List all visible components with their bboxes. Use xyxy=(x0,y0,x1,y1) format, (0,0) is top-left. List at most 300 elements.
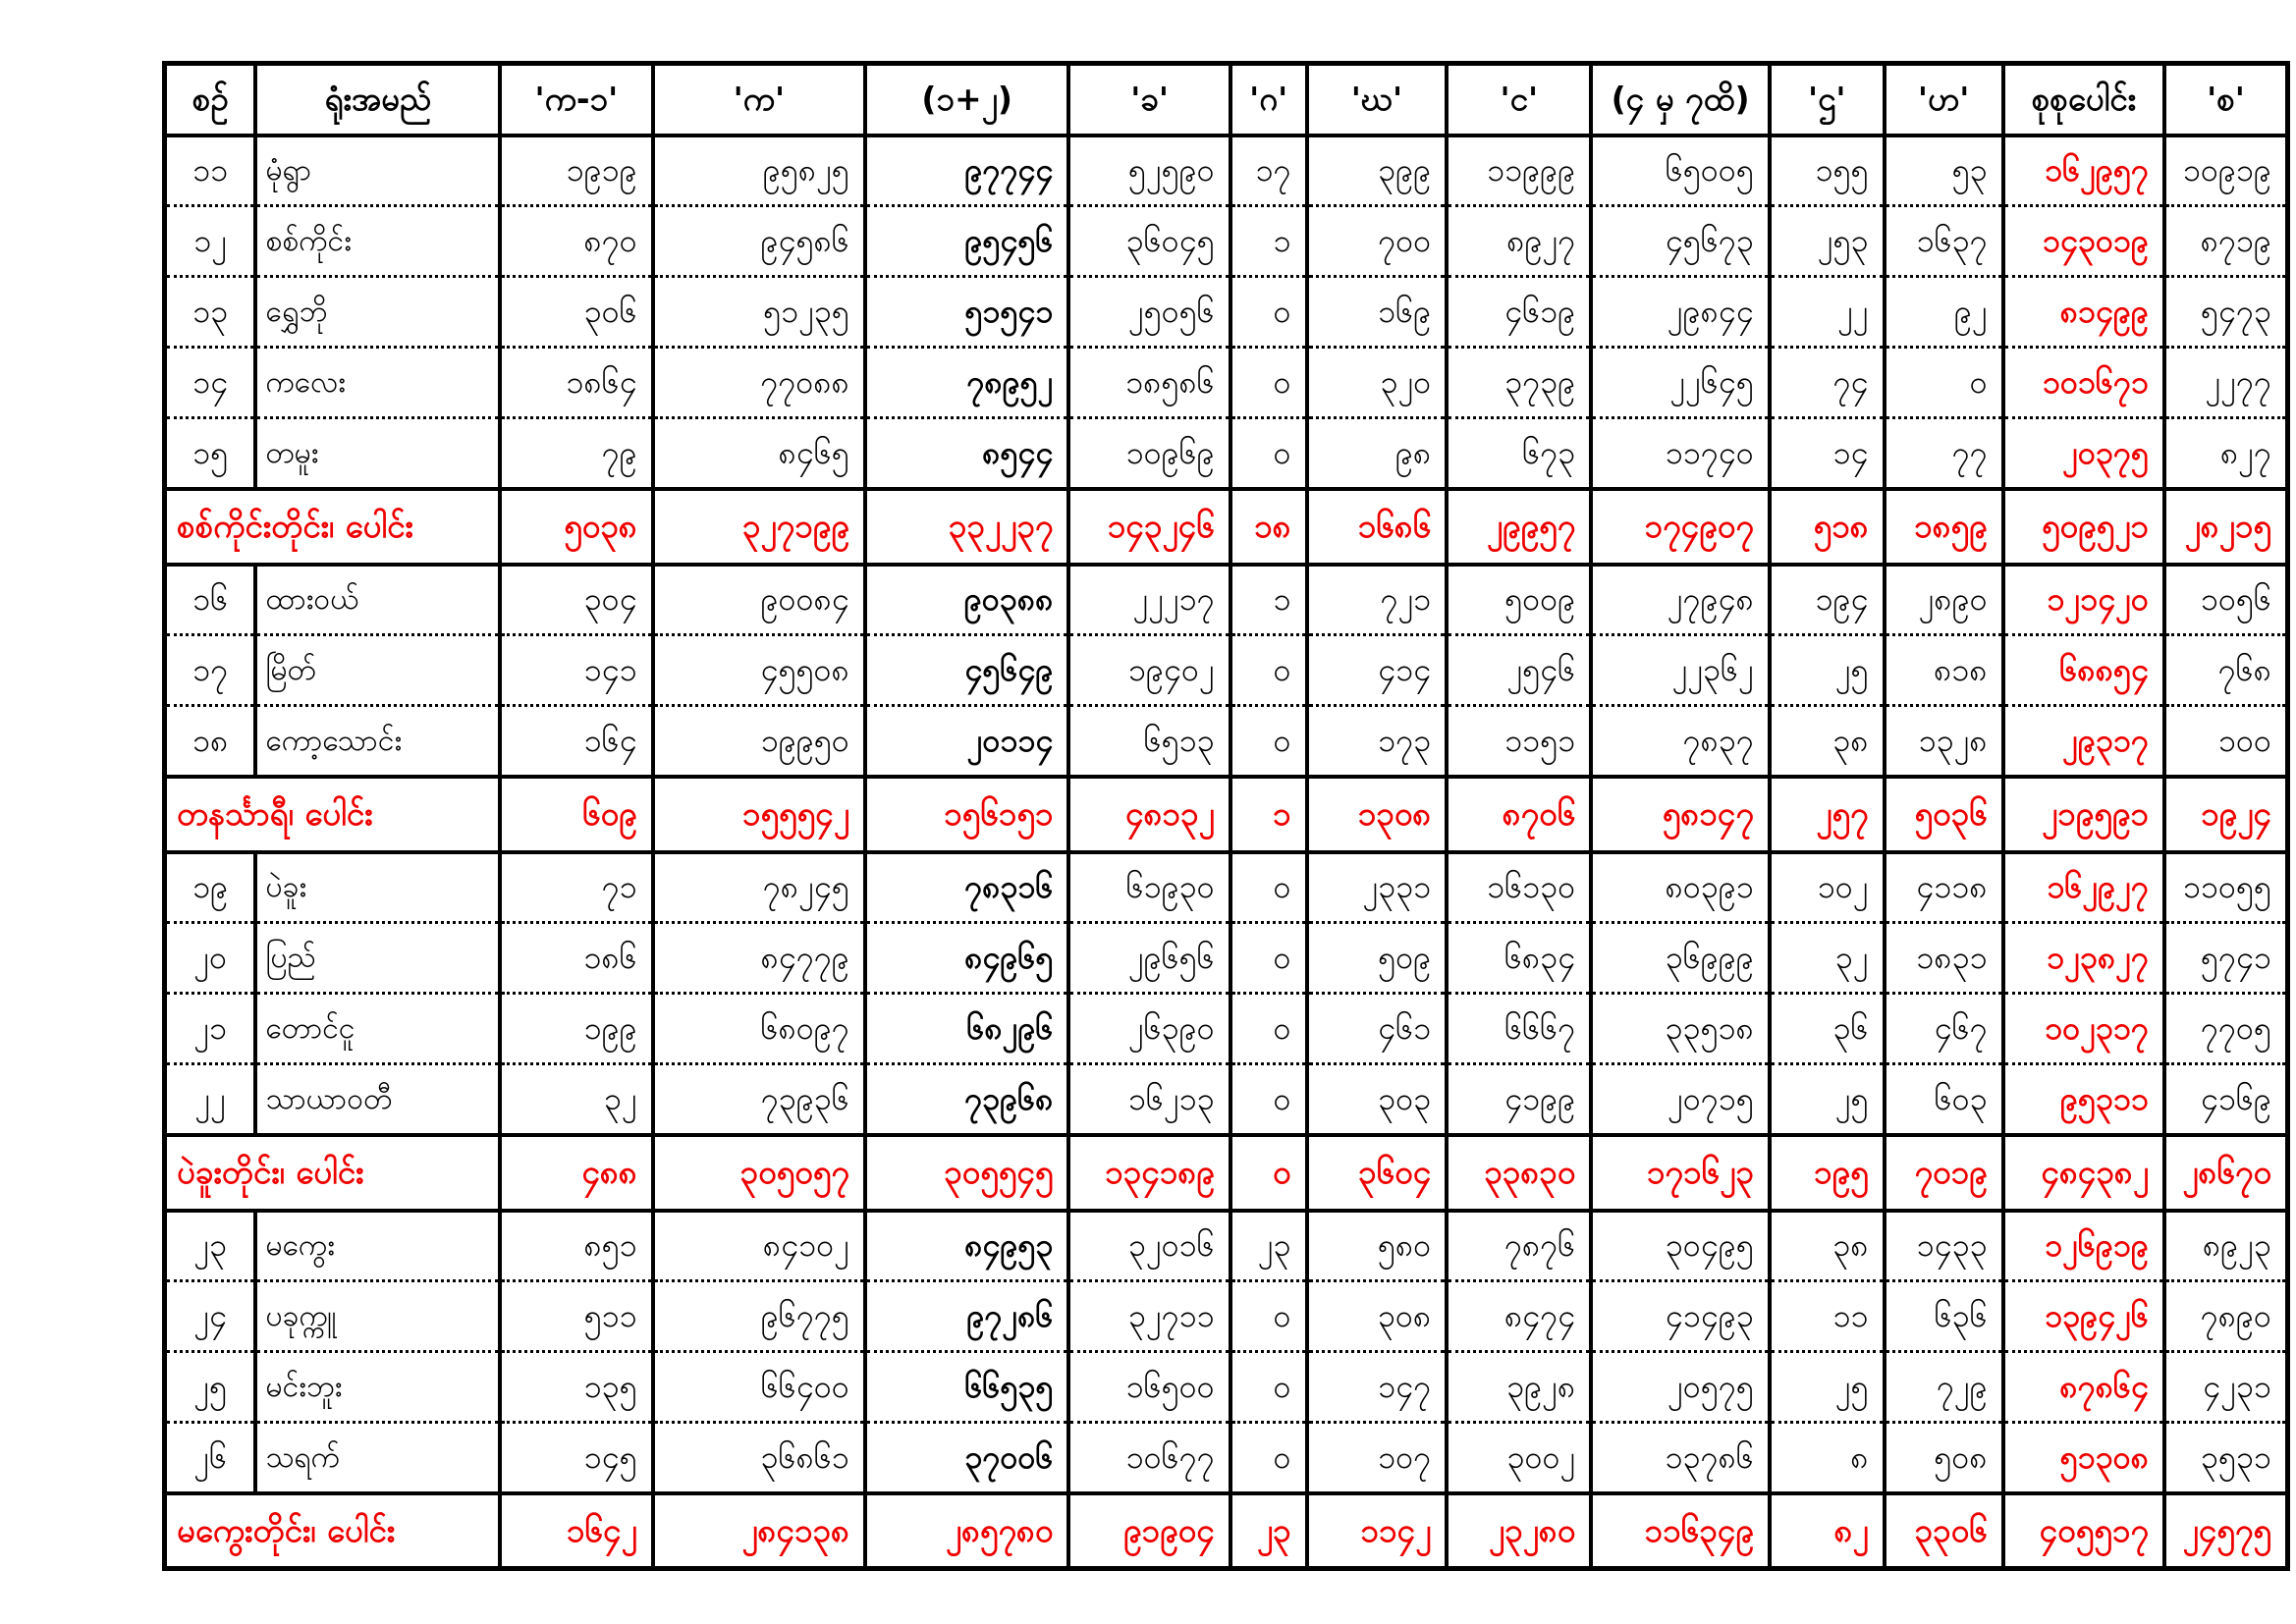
group-total-value: ၃၃၂၂၃၇ xyxy=(865,489,1069,565)
value-cell: ၁၅၅ xyxy=(1770,135,1885,206)
group-total-value: ၇၀၁၉ xyxy=(1885,1135,2003,1211)
value-cell: ၇၈၉၅၂ xyxy=(865,348,1069,418)
group-total-value: ၁၅၆၁၅၁ xyxy=(865,777,1069,852)
value-cell: ၈၄၇၇၉ xyxy=(653,923,865,994)
value-cell: ၅၈၀ xyxy=(1307,1211,1448,1281)
column-header: စုစုပေါင်း xyxy=(2003,64,2164,135)
grand-total-cell: ၉၅၃၁၁ xyxy=(2003,1064,2164,1135)
value-cell: ၃၃၅၁၈ xyxy=(1591,994,1770,1064)
value-cell: ၇၂၁ xyxy=(1307,565,1448,635)
value-cell: ၀ xyxy=(1230,1423,1307,1493)
group-total-value: ၂၃ xyxy=(1230,1493,1307,1569)
grand-total-cell: ၁၄၃၀၁၉ xyxy=(2003,206,2164,277)
value-cell: ၁၄၇ xyxy=(1307,1352,1448,1423)
value-cell: ၂၂၇၇ xyxy=(2164,348,2288,418)
column-header: 'က-၁' xyxy=(500,64,653,135)
value-cell: ၆၈၂၉၆ xyxy=(865,994,1069,1064)
office-name-cell: ပြည် xyxy=(255,923,500,994)
value-cell: ၁၆၅၀၀ xyxy=(1068,1352,1230,1423)
table-row xyxy=(165,923,2288,994)
value-cell: ၁၈၃၁ xyxy=(1885,923,2003,994)
value-cell: ၁၆၁၃၀ xyxy=(1447,852,1591,923)
value-cell: ၁၉၄၀၂ xyxy=(1068,635,1230,706)
group-total-label: မကွေးတိုင်း၊ ပေါင်း xyxy=(165,1493,501,1569)
value-cell: ၃၂၀၁၆ xyxy=(1068,1211,1230,1281)
value-cell: ၁၄ xyxy=(1770,418,1885,489)
value-cell: ၁၆၃၇ xyxy=(1885,206,2003,277)
value-cell: ၂၅ xyxy=(1770,1064,1885,1135)
value-cell: ၃၀၆ xyxy=(500,277,653,348)
value-cell: ၈၄၁၀၂ xyxy=(653,1211,865,1281)
office-name-cell: သရက် xyxy=(255,1423,500,1493)
value-cell: ၄၁၄ xyxy=(1307,635,1448,706)
value-cell: ၄၁၁၈ xyxy=(1885,852,2003,923)
office-name-cell: မြိတ် xyxy=(255,635,500,706)
value-cell: ၀ xyxy=(1230,1281,1307,1352)
value-cell: ၆၁၉၃၀ xyxy=(1068,852,1230,923)
value-cell: ၄၁၄၉၃ xyxy=(1591,1281,1770,1352)
value-cell: ၁၄၅ xyxy=(500,1423,653,1493)
value-cell: ၇၇၀၅ xyxy=(2164,994,2288,1064)
group-total-label: ပဲခူးတိုင်း၊ ပေါင်း xyxy=(165,1135,501,1211)
value-cell: ၂၂ xyxy=(1770,277,1885,348)
group-total-value: ၁၄၃၂၄၆ xyxy=(1068,489,1230,565)
value-cell: ၇၃၉၆၈ xyxy=(865,1064,1069,1135)
value-cell: ၅၃ xyxy=(1885,135,2003,206)
table-row xyxy=(165,135,2288,206)
office-name-cell: ရွှေဘို xyxy=(255,277,500,348)
group-total-value: ၅၀၉၅၂၁ xyxy=(2003,489,2164,565)
value-cell: ၆၈၀၉၇ xyxy=(653,994,865,1064)
value-cell: ၇၈၃၁၆ xyxy=(865,852,1069,923)
value-cell: ၇၈၃၇ xyxy=(1591,706,1770,777)
value-cell: ၆၅၁၃ xyxy=(1068,706,1230,777)
region-group xyxy=(165,565,2288,852)
grand-total-cell: ၁၆၂၉၂၇ xyxy=(2003,852,2164,923)
table-row xyxy=(165,994,2288,1064)
column-header: 'င' xyxy=(1447,64,1591,135)
column-header: 'က' xyxy=(653,64,865,135)
value-cell: ၁၁၀၅၅ xyxy=(2164,852,2288,923)
table-row xyxy=(165,418,2288,489)
value-cell: ၇၃၉၃၆ xyxy=(653,1064,865,1135)
value-cell: ၈၉၂၇ xyxy=(1447,206,1591,277)
value-cell: ၁၃၅ xyxy=(500,1352,653,1423)
value-cell: ၁၁ xyxy=(1770,1281,1885,1352)
value-cell: ၃၀၈ xyxy=(1307,1281,1448,1352)
office-name-cell: ကော့သောင်း xyxy=(255,706,500,777)
group-total-value: ၁၈ xyxy=(1230,489,1307,565)
group-total-value: ၄၀၅၅၁၇ xyxy=(2003,1493,2164,1569)
value-cell: ၅၇၄၁ xyxy=(2164,923,2288,994)
table-row xyxy=(165,1423,2288,1493)
value-cell: ၄၁၉၉ xyxy=(1447,1064,1591,1135)
group-total-value: ၂၅၇ xyxy=(1770,777,1885,852)
value-cell: ၂၀၁၁၄ xyxy=(865,706,1069,777)
value-cell: ၃၉၉ xyxy=(1307,135,1448,206)
table-row xyxy=(165,852,2288,923)
value-cell: ၄၆၇ xyxy=(1885,994,2003,1064)
value-cell: ၆၈၃၄ xyxy=(1447,923,1591,994)
office-name-cell: ပဲခူး xyxy=(255,852,500,923)
value-cell: ၃၉၂၈ xyxy=(1447,1352,1591,1423)
group-total-value: ၁၁၄၂ xyxy=(1307,1493,1448,1569)
value-cell: ၁၆၄ xyxy=(500,706,653,777)
value-cell: ၉၅၄၅၆ xyxy=(865,206,1069,277)
value-cell: ၁၃၇၈၆ xyxy=(1591,1423,1770,1493)
group-total-label: စစ်ကိုင်းတိုင်း၊ ပေါင်း xyxy=(165,489,501,565)
value-cell: ၃၇၀၀၆ xyxy=(865,1423,1069,1493)
value-cell: ၀ xyxy=(1230,348,1307,418)
value-cell: ၁၀၅၆ xyxy=(2164,565,2288,635)
value-cell: ၃၀၀၂ xyxy=(1447,1423,1591,1493)
group-total-value: ၄၈၄၃၈၂ xyxy=(2003,1135,2164,1211)
value-cell: ၁၀၂ xyxy=(1770,852,1885,923)
serial-cell: ၁၆ xyxy=(165,565,256,635)
value-cell: ၁၁၇၄၀ xyxy=(1591,418,1770,489)
serial-cell: ၂၆ xyxy=(165,1423,256,1493)
value-cell: ၁၉၄ xyxy=(1770,565,1885,635)
column-header: 'ဟ' xyxy=(1885,64,2003,135)
group-total-value: ၀ xyxy=(1230,1135,1307,1211)
value-cell: ၀ xyxy=(1230,852,1307,923)
office-name-cell: တမူး xyxy=(255,418,500,489)
value-cell: ၄၅၅၀၈ xyxy=(653,635,865,706)
office-name-cell: ပခုက္ကူ xyxy=(255,1281,500,1352)
group-total-value: ၃၆၀၄ xyxy=(1307,1135,1448,1211)
group-total-value: ၅၀၃၈ xyxy=(500,489,653,565)
value-cell: ၄၅၆၄၉ xyxy=(865,635,1069,706)
group-total-value: ၃၃၈၃၀ xyxy=(1447,1135,1591,1211)
value-cell: ၅၂၅၉၀ xyxy=(1068,135,1230,206)
value-cell: ၁ xyxy=(1230,206,1307,277)
value-cell: ၁၉၁၉ xyxy=(500,135,653,206)
value-cell: ၁ xyxy=(1230,565,1307,635)
value-cell: ၂၉၆၅၆ xyxy=(1068,923,1230,994)
value-cell: ၇၈၇၆ xyxy=(1447,1211,1591,1281)
office-name-cell: ထားဝယ် xyxy=(255,565,500,635)
group-total-value: ၃၃၀၆ xyxy=(1885,1493,2003,1569)
group-total-value: ၈၂ xyxy=(1770,1493,1885,1569)
value-cell: ၃၂ xyxy=(1770,923,1885,994)
group-total-row xyxy=(165,1135,2288,1211)
column-header: 'ဃ' xyxy=(1307,64,1448,135)
value-cell: ၉၀၃၈၈ xyxy=(865,565,1069,635)
value-cell: ၈၇၁၉ xyxy=(2164,206,2288,277)
column-header: (၁+၂) xyxy=(865,64,1069,135)
table-row xyxy=(165,277,2288,348)
office-name-cell: မုံရွာ xyxy=(255,135,500,206)
value-cell: ၃၆ xyxy=(1770,994,1885,1064)
value-cell: ၆၀၃ xyxy=(1885,1064,2003,1135)
value-cell: ၇၀၀ xyxy=(1307,206,1448,277)
value-cell: ၅၁၅၄၁ xyxy=(865,277,1069,348)
office-name-cell: မင်းဘူး xyxy=(255,1352,500,1423)
value-cell: ၀ xyxy=(1230,1352,1307,1423)
office-name-cell: စစ်ကိုင်း xyxy=(255,206,500,277)
grand-total-cell: ၁၂၆၉၁၉ xyxy=(2003,1211,2164,1281)
group-total-value: ၁ xyxy=(1230,777,1307,852)
column-header: 'ဌ' xyxy=(1770,64,1885,135)
value-cell: ၅၀၉ xyxy=(1307,923,1448,994)
value-cell: ၃၂ xyxy=(500,1064,653,1135)
group-total-value: ၃၂၇၁၉၉ xyxy=(653,489,865,565)
value-cell: ၇၇ xyxy=(1885,418,2003,489)
value-cell: ၄၆၁ xyxy=(1307,994,1448,1064)
group-total-value: ၂၈၆၇၀ xyxy=(2164,1135,2288,1211)
grand-total-cell: ၁၂၃၈၂၇ xyxy=(2003,923,2164,994)
value-cell: ၂၅၄၆ xyxy=(1447,635,1591,706)
region-group xyxy=(165,1211,2288,1569)
group-total-value: ၁၆၄၂ xyxy=(500,1493,653,1569)
value-cell: ၂၃၃၁ xyxy=(1307,852,1448,923)
group-total-value: ၂၄၅၇၅ xyxy=(2164,1493,2288,1569)
group-total-row xyxy=(165,489,2288,565)
value-cell: ၁၄၁ xyxy=(500,635,653,706)
serial-cell: ၁၉ xyxy=(165,852,256,923)
value-cell: ၃၀၄ xyxy=(500,565,653,635)
value-cell: ၆၆၆၇ xyxy=(1447,994,1591,1064)
value-cell: ၁၆၉ xyxy=(1307,277,1448,348)
value-cell: ၈၂၇ xyxy=(2164,418,2288,489)
value-cell: ၁၀၇ xyxy=(1307,1423,1448,1493)
group-total-value: ၈၇၀၆ xyxy=(1447,777,1591,852)
value-cell: ၇၇၀၈၈ xyxy=(653,348,865,418)
value-cell: ၉၇၂၈၆ xyxy=(865,1281,1069,1352)
value-cell: ၇၉ xyxy=(500,418,653,489)
value-cell: ၂၉၈၄၄ xyxy=(1591,277,1770,348)
group-total-value: ၂၈၄၁၃၈ xyxy=(653,1493,865,1569)
group-total-value: ၂၃၂၈၀ xyxy=(1447,1493,1591,1569)
group-total-value: ၅၈၁၄၇ xyxy=(1591,777,1770,852)
value-cell: ၂၅ xyxy=(1770,1352,1885,1423)
serial-cell: ၂၀ xyxy=(165,923,256,994)
serial-cell: ၂၃ xyxy=(165,1211,256,1281)
serial-cell: ၂၁ xyxy=(165,994,256,1064)
header-row xyxy=(165,64,2288,135)
value-cell: ၂၆၃၉၀ xyxy=(1068,994,1230,1064)
grand-total-cell: ၆၈၈၅၄ xyxy=(2003,635,2164,706)
value-cell: ၅၀၀၉ xyxy=(1447,565,1591,635)
value-cell: ၃၇၃၉ xyxy=(1447,348,1591,418)
group-total-value: ၅၁၈ xyxy=(1770,489,1885,565)
value-cell: ၇၈၂၄၅ xyxy=(653,852,865,923)
region-group xyxy=(165,852,2288,1211)
value-cell: ၀ xyxy=(1230,706,1307,777)
value-cell: ၆၆၄၀၀ xyxy=(653,1352,865,1423)
value-cell: ၁၉၉ xyxy=(500,994,653,1064)
value-cell: ၂၂၃၆၂ xyxy=(1591,635,1770,706)
grand-total-cell: ၁၀၂၃၁၇ xyxy=(2003,994,2164,1064)
group-total-value: ၁၆၈၆ xyxy=(1307,489,1448,565)
value-cell: ၃၆၉၉၉ xyxy=(1591,923,1770,994)
table-header xyxy=(165,64,2288,135)
value-cell: ၅၄၇၃ xyxy=(2164,277,2288,348)
column-header: ရုံးအမည် xyxy=(255,64,500,135)
table-row xyxy=(165,635,2288,706)
grand-total-cell: ၅၁၃၀၈ xyxy=(2003,1423,2164,1493)
value-cell: ၁၈၅၈၆ xyxy=(1068,348,1230,418)
value-cell: ၄၁၆၉ xyxy=(2164,1064,2288,1135)
group-total-value: ၁၃၄၁၈၉ xyxy=(1068,1135,1230,1211)
value-cell: ၀ xyxy=(1230,635,1307,706)
value-cell: ၉၆၇၇၅ xyxy=(653,1281,865,1352)
value-cell: ၀ xyxy=(1885,348,2003,418)
value-cell: ၆၃၆ xyxy=(1885,1281,2003,1352)
column-header: (၄ မှ ၇ထိ) xyxy=(1591,64,1770,135)
serial-cell: ၁၂ xyxy=(165,206,256,277)
value-cell: ၂၇၉၄၈ xyxy=(1591,565,1770,635)
value-cell: ၉၂ xyxy=(1885,277,2003,348)
column-header: 'စ' xyxy=(2164,64,2288,135)
grand-total-cell: ၁၃၉၄၂၆ xyxy=(2003,1281,2164,1352)
table-row xyxy=(165,565,2288,635)
value-cell: ၇၆၈ xyxy=(2164,635,2288,706)
group-total-value: ၂၉၉၅၇ xyxy=(1447,489,1591,565)
serial-cell: ၁၄ xyxy=(165,348,256,418)
value-cell: ၃၅၃၁ xyxy=(2164,1423,2288,1493)
table-row xyxy=(165,1352,2288,1423)
value-cell: ၇၁ xyxy=(500,852,653,923)
value-cell: ၂၀၇၁၅ xyxy=(1591,1064,1770,1135)
serial-cell: ၁၈ xyxy=(165,706,256,777)
value-cell: ၂၅၀၅၆ xyxy=(1068,277,1230,348)
group-total-value: ၄၈၈ xyxy=(500,1135,653,1211)
value-cell: ၆၆၅၃၅ xyxy=(865,1352,1069,1423)
group-total-value: ၂၈၂၁၅ xyxy=(2164,489,2288,565)
value-cell: ၇၄ xyxy=(1770,348,1885,418)
group-total-value: ၉၁၉၀၄ xyxy=(1068,1493,1230,1569)
value-cell: ၁၀၀ xyxy=(2164,706,2288,777)
value-cell: ၅၁၂၃၅ xyxy=(653,277,865,348)
value-cell: ၂၅၃ xyxy=(1770,206,1885,277)
value-cell: ၁၀၉၁၉ xyxy=(2164,135,2288,206)
grand-total-cell: ၈၁၄၉၉ xyxy=(2003,277,2164,348)
value-cell: ၀ xyxy=(1230,923,1307,994)
value-cell: ၂၂၂၁၇ xyxy=(1068,565,1230,635)
value-cell: ၁၃၂၈ xyxy=(1885,706,2003,777)
office-name-cell: မကွေး xyxy=(255,1211,500,1281)
group-total-value: ၆၀၉ xyxy=(500,777,653,852)
table-row xyxy=(165,1211,2288,1281)
group-total-value: ၁၇၁၆၂၃ xyxy=(1591,1135,1770,1211)
value-cell: ၄၂၃၁ xyxy=(2164,1352,2288,1423)
group-total-value: ၅၀၃၆ xyxy=(1885,777,2003,852)
grand-total-cell: ၁၂၁၄၂၀ xyxy=(2003,565,2164,635)
value-cell: ၁၄၃၃ xyxy=(1885,1211,2003,1281)
value-cell: ၁၀၉၆၉ xyxy=(1068,418,1230,489)
value-cell: ၉၅၈၂၅ xyxy=(653,135,865,206)
grand-total-cell: ၂၉၃၁၇ xyxy=(2003,706,2164,777)
value-cell: ၅၀၈ xyxy=(1885,1423,2003,1493)
value-cell: ၇၂၉ xyxy=(1885,1352,2003,1423)
value-cell: ၃၆၀၄၅ xyxy=(1068,206,1230,277)
value-cell: ၆၅၀၀၅ xyxy=(1591,135,1770,206)
column-header: 'ခ' xyxy=(1068,64,1230,135)
table-row xyxy=(165,348,2288,418)
value-cell: ၈ xyxy=(1770,1423,1885,1493)
group-total-value: ၃၀၅၀၅၇ xyxy=(653,1135,865,1211)
report-table-container xyxy=(162,61,2290,1571)
group-total-label: တနင်္သာရီ၊ ပေါင်း xyxy=(165,777,501,852)
group-total-value: ၁၉၂၄ xyxy=(2164,777,2288,852)
value-cell: ၁၆၂၁၃ xyxy=(1068,1064,1230,1135)
value-cell: ၂၀၅၇၅ xyxy=(1591,1352,1770,1423)
value-cell: ၉၇၇၄၄ xyxy=(865,135,1069,206)
value-cell: ၁၈၆၄ xyxy=(500,348,653,418)
value-cell: ၉၄၅၈၆ xyxy=(653,206,865,277)
group-total-value: ၁၅၅၅၄၂ xyxy=(653,777,865,852)
value-cell: ၁၈၆ xyxy=(500,923,653,994)
value-cell: ၈၄၉၆၅ xyxy=(865,923,1069,994)
value-cell: ၅၁၁ xyxy=(500,1281,653,1352)
regional-report-table xyxy=(162,61,2290,1571)
group-total-value: ၃၀၅၅၄၅ xyxy=(865,1135,1069,1211)
table-row xyxy=(165,1281,2288,1352)
value-cell: ၈၄၆၅ xyxy=(653,418,865,489)
grand-total-cell: ၂၀၃၇၅ xyxy=(2003,418,2164,489)
group-total-row xyxy=(165,777,2288,852)
group-total-value: ၂၈၅၇၈၀ xyxy=(865,1493,1069,1569)
value-cell: ၃၈ xyxy=(1770,1211,1885,1281)
value-cell: ၃၆၈၆၁ xyxy=(653,1423,865,1493)
grand-total-cell: ၈၇၈၆၄ xyxy=(2003,1352,2164,1423)
value-cell: ၀ xyxy=(1230,418,1307,489)
value-cell: ၂၂၆၄၅ xyxy=(1591,348,1770,418)
serial-cell: ၂၅ xyxy=(165,1352,256,1423)
serial-cell: ၁၁ xyxy=(165,135,256,206)
value-cell: ၁၁၅၁ xyxy=(1447,706,1591,777)
value-cell: ၃၂၀ xyxy=(1307,348,1448,418)
office-name-cell: တောင်ငူ xyxy=(255,994,500,1064)
group-total-value: ၁၉၅ xyxy=(1770,1135,1885,1211)
grand-total-cell: ၁၆၂၉၅၇ xyxy=(2003,135,2164,206)
value-cell: ၀ xyxy=(1230,1064,1307,1135)
group-total-row xyxy=(165,1493,2288,1569)
value-cell: ၈၀၃၉၁ xyxy=(1591,852,1770,923)
serial-cell: ၁၃ xyxy=(165,277,256,348)
value-cell: ၈၅၄၄ xyxy=(865,418,1069,489)
group-total-value: ၂၁၉၅၉၁ xyxy=(2003,777,2164,852)
value-cell: ၃၂၇၁၁ xyxy=(1068,1281,1230,1352)
value-cell: ၀ xyxy=(1230,277,1307,348)
value-cell: ၄၅၆၇၃ xyxy=(1591,206,1770,277)
table-row xyxy=(165,206,2288,277)
office-name-cell: ကလေး xyxy=(255,348,500,418)
value-cell: ၂၅ xyxy=(1770,635,1885,706)
value-cell: ၈၉၂၃ xyxy=(2164,1211,2288,1281)
value-cell: ၂၃ xyxy=(1230,1211,1307,1281)
group-total-value: ၁၇၄၉၀၇ xyxy=(1591,489,1770,565)
value-cell: ၈၄၉၅၃ xyxy=(865,1211,1069,1281)
group-total-value: ၁၁၆၃၄၉ xyxy=(1591,1493,1770,1569)
value-cell: ၂၈၉၀ xyxy=(1885,565,2003,635)
value-cell: ၄၆၁၉ xyxy=(1447,277,1591,348)
value-cell: ၁၁၉၉၉ xyxy=(1447,135,1591,206)
table-row xyxy=(165,1064,2288,1135)
value-cell: ၇၈၉၀ xyxy=(2164,1281,2288,1352)
region-group xyxy=(165,135,2288,565)
serial-cell: ၂၄ xyxy=(165,1281,256,1352)
grand-total-cell: ၁၀၁၆၇၁ xyxy=(2003,348,2164,418)
value-cell: ၁၇၃ xyxy=(1307,706,1448,777)
value-cell: ၉၈ xyxy=(1307,418,1448,489)
value-cell: ၃၈ xyxy=(1770,706,1885,777)
value-cell: ၁၇ xyxy=(1230,135,1307,206)
column-header: စဉ် xyxy=(165,64,256,135)
value-cell: ၀ xyxy=(1230,994,1307,1064)
value-cell: ၉၀၀၈၄ xyxy=(653,565,865,635)
